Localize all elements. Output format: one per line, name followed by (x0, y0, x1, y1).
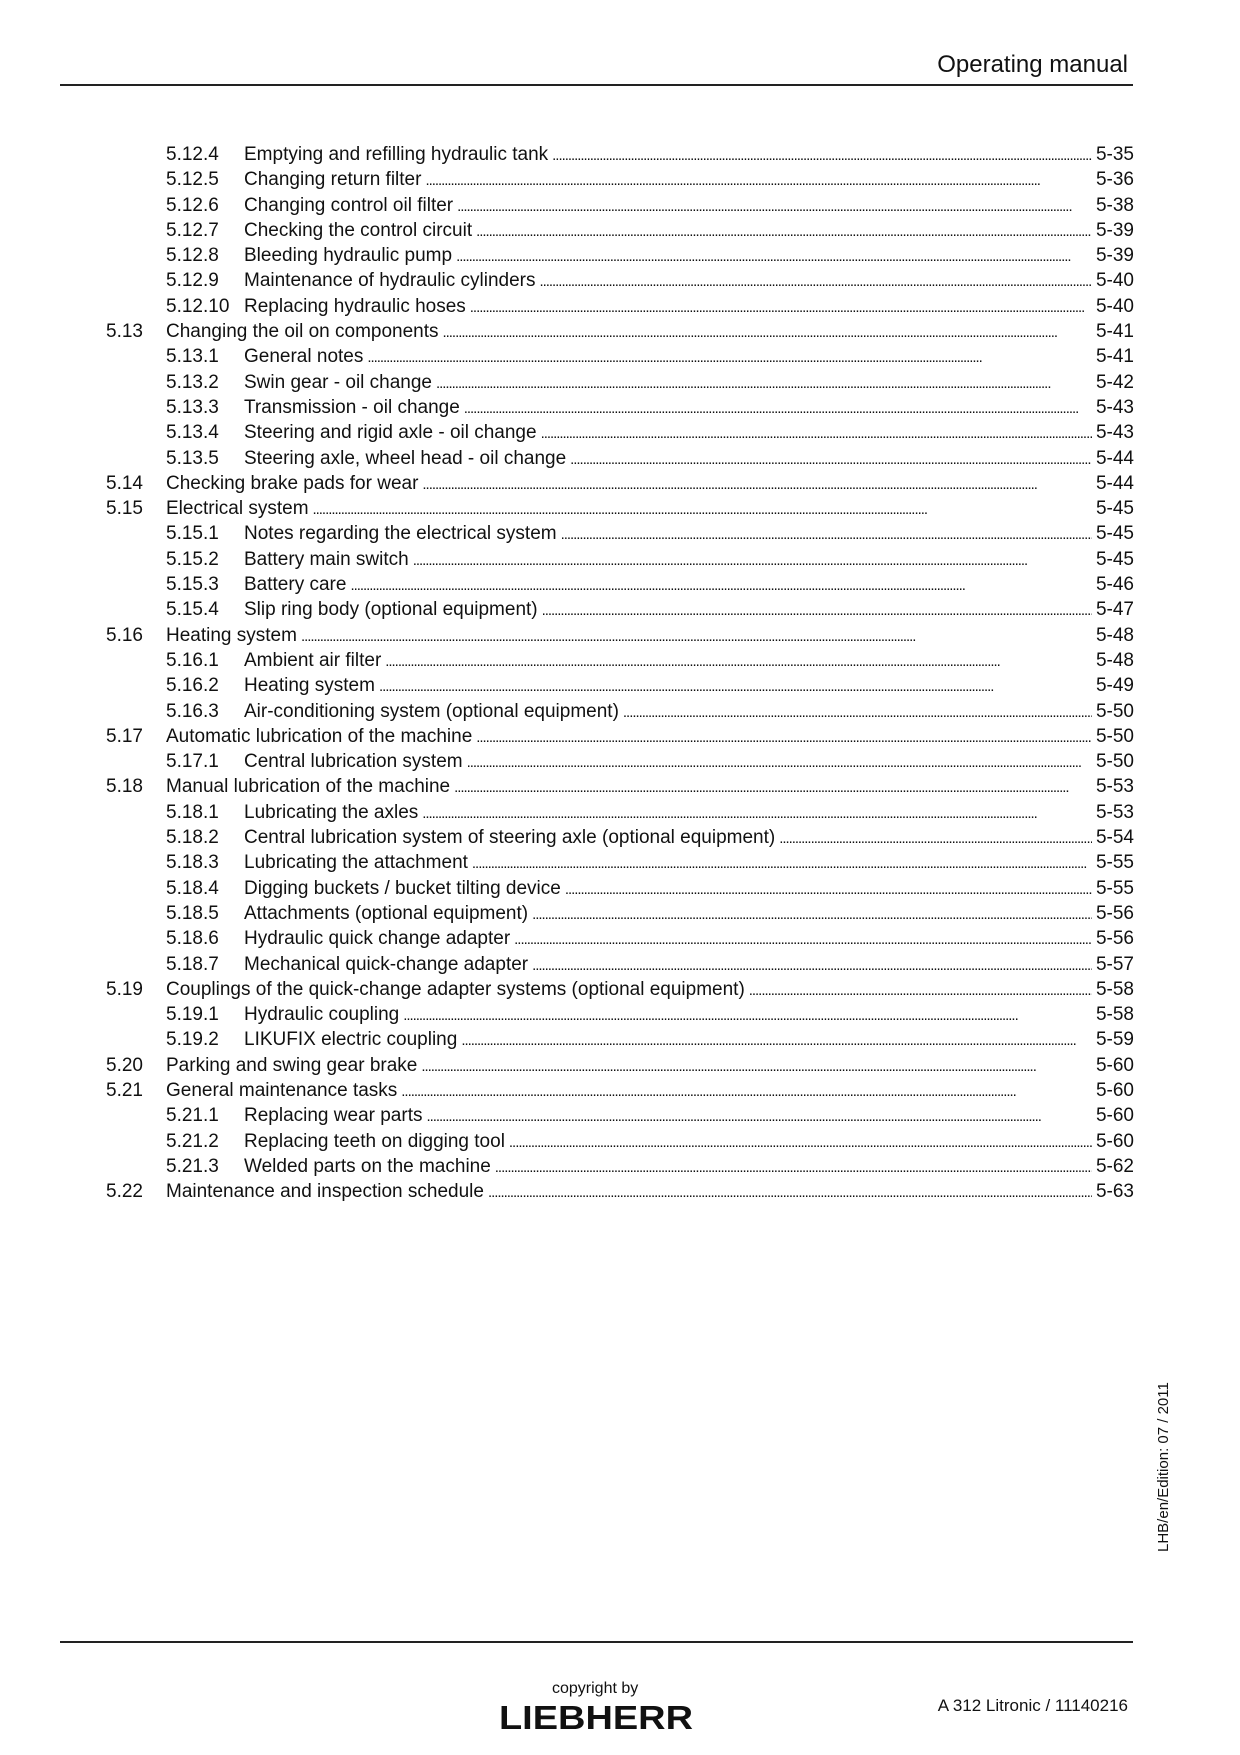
toc-entry-number: 5.21.1 (166, 1105, 219, 1127)
toc-entry[interactable] (106, 471, 1134, 496)
toc-entry-number: 5.17 (106, 725, 143, 747)
toc-entry[interactable] (106, 218, 1134, 243)
toc-dot-leader (542, 597, 1092, 623)
toc-entry-page: 5-42 (1095, 371, 1134, 393)
toc-entry-page: 5-46 (1095, 574, 1134, 596)
toc-dot-leader (532, 901, 1092, 927)
toc-entry[interactable] (106, 952, 1134, 977)
toc-entry-title: Slip ring body (optional equipment) (244, 599, 538, 621)
toc-entry-number: 5.18.1 (166, 801, 219, 823)
toc-entry[interactable] (106, 623, 1134, 648)
toc-entry[interactable] (106, 446, 1134, 471)
toc-entry-number: 5.13.4 (166, 422, 219, 444)
toc-entry-page: 5-50 (1095, 700, 1134, 722)
toc-entry-title: Maintenance of hydraulic cylinders (244, 270, 536, 292)
toc-entry[interactable] (106, 370, 1134, 395)
toc-entry-title: Digging buckets / bucket tilting device (244, 877, 561, 899)
toc-entry-page: 5-60 (1095, 1054, 1134, 1076)
toc-entry-page: 5-60 (1095, 1105, 1134, 1127)
toc-entry[interactable] (106, 1053, 1134, 1078)
toc-dot-leader (385, 648, 1092, 674)
toc-entry-page: 5-54 (1095, 827, 1134, 849)
toc-entry-title: Battery main switch (244, 548, 409, 570)
toc-entry[interactable] (106, 749, 1134, 774)
table-of-contents (106, 142, 1134, 1204)
toc-entry-page: 5-44 (1095, 447, 1134, 469)
toc-dot-leader (413, 547, 1092, 573)
toc-entry-number: 5.20 (106, 1054, 143, 1076)
toc-entry-number: 5.16.2 (166, 675, 219, 697)
toc-entry-number: 5.19 (106, 978, 143, 1000)
toc-entry-page: 5-50 (1095, 751, 1134, 773)
edition-note: LHB/en/Edition: 07 / 2011 (1155, 1382, 1172, 1552)
toc-dot-leader (779, 825, 1092, 851)
toc-entry-page: 5-53 (1095, 801, 1134, 823)
toc-entry-number: 5.19.2 (166, 1029, 219, 1051)
toc-entry-title: Lubricating the axles (244, 801, 419, 823)
toc-dot-leader (561, 521, 1092, 547)
toc-entry-title: Lubricating the attachment (244, 852, 468, 874)
toc-entry[interactable] (106, 850, 1134, 875)
toc-entry-number: 5.18.2 (166, 827, 219, 849)
toc-entry-number: 5.12.10 (166, 295, 230, 317)
toc-entry-page: 5-44 (1095, 472, 1134, 494)
toc-entry-page: 5-62 (1095, 1155, 1134, 1177)
toc-entry-title: Ambient air filter (244, 649, 382, 671)
toc-entry-title: Parking and swing gear brake (166, 1054, 418, 1076)
toc-entry[interactable] (106, 1027, 1134, 1052)
toc-dot-leader (461, 1027, 1092, 1053)
toc-entry-title: Battery care (244, 574, 347, 596)
toc-entry-page: 5-56 (1095, 902, 1134, 924)
toc-entry-page: 5-41 (1095, 321, 1134, 343)
toc-entry-number: 5.12.7 (166, 219, 219, 241)
header-rule (60, 84, 1133, 86)
toc-entry-page: 5-58 (1095, 1004, 1134, 1026)
toc-entry[interactable] (106, 1154, 1134, 1179)
toc-dot-leader (403, 1002, 1092, 1028)
toc-dot-leader (541, 420, 1092, 446)
toc-entry-number: 5.16.3 (166, 700, 219, 722)
toc-entry-number: 5.13 (106, 321, 143, 343)
toc-entry-page: 5-53 (1095, 776, 1134, 798)
toc-entry-number: 5.19.1 (166, 1004, 219, 1026)
toc-entry[interactable] (106, 724, 1134, 749)
toc-entry-title: Hydraulic quick change adapter (244, 928, 511, 950)
toc-entry-number: 5.12.6 (166, 194, 219, 216)
toc-entry-title: Steering axle, wheel head - oil change (244, 447, 567, 469)
toc-entry-page: 5-36 (1095, 169, 1134, 191)
toc-entry-page: 5-48 (1095, 649, 1134, 671)
toc-entry-page: 5-45 (1095, 498, 1134, 520)
toc-entry-number: 5.15.1 (166, 523, 219, 545)
toc-entry-number: 5.12.4 (166, 144, 219, 165)
toc-entry-number: 5.12.9 (166, 270, 219, 292)
copyright-label: copyright by (552, 1680, 639, 1697)
footer-rule (60, 1641, 1133, 1643)
toc-entry-page: 5-45 (1095, 548, 1134, 570)
toc-dot-leader (454, 774, 1092, 800)
page-title: Operating manual (937, 51, 1128, 78)
toc-entry-title: Maintenance and inspection schedule (166, 1181, 484, 1203)
toc-entry-title: Heating system (244, 675, 375, 697)
toc-entry[interactable] (106, 521, 1134, 546)
toc-entry-title: Emptying and refilling hydraulic tank (244, 144, 549, 165)
toc-dot-leader (509, 1129, 1092, 1155)
toc-entry-number: 5.13.5 (166, 447, 219, 469)
toc-entry-page: 5-55 (1095, 852, 1134, 874)
toc-entry-number: 5.15.4 (166, 599, 219, 621)
toc-entry-number: 5.16 (106, 624, 143, 646)
toc-entry-title: Mechanical quick-change adapter (244, 953, 529, 975)
toc-dot-leader (476, 724, 1092, 750)
toc-dot-leader (436, 370, 1092, 396)
toc-entry-page: 5-56 (1095, 928, 1134, 950)
toc-entry-title: Transmission - oil change (244, 396, 460, 418)
toc-entry-title: Manual lubrication of the machine (166, 776, 451, 798)
toc-entry-page: 5-57 (1095, 953, 1134, 975)
toc-entry-page: 5-48 (1095, 624, 1134, 646)
toc-dot-leader (379, 673, 1092, 699)
toc-entry[interactable] (106, 648, 1134, 673)
toc-entry[interactable] (106, 901, 1134, 926)
toc-entry-page: 5-50 (1095, 725, 1134, 747)
toc-entry[interactable] (106, 1103, 1134, 1128)
toc-entry[interactable] (106, 1179, 1134, 1204)
toc-entry-number: 5.13.2 (166, 371, 219, 393)
toc-entry-page: 5-41 (1095, 346, 1134, 368)
toc-entry-number: 5.21.2 (166, 1130, 219, 1152)
toc-dot-leader (421, 1053, 1092, 1079)
toc-dot-leader (425, 167, 1092, 193)
toc-entry[interactable] (106, 142, 1134, 167)
toc-entry-title: Electrical system (166, 498, 309, 520)
toc-dot-leader (443, 319, 1092, 345)
toc-entry-number: 5.15.3 (166, 574, 219, 596)
toc-entry[interactable] (106, 800, 1134, 825)
toc-entry[interactable] (106, 673, 1134, 698)
toc-entry[interactable] (106, 193, 1134, 218)
toc-entry-number: 5.12.5 (166, 169, 219, 191)
toc-entry-number: 5.18.4 (166, 877, 219, 899)
toc-dot-leader (313, 496, 1092, 522)
toc-dot-leader (426, 1103, 1091, 1129)
toc-entry-page: 5-59 (1095, 1029, 1134, 1051)
toc-entry-page: 5-40 (1095, 295, 1134, 317)
toc-entry-title: Replacing hydraulic hoses (244, 295, 466, 317)
toc-entry-title: Central lubrication system (244, 751, 463, 773)
toc-entry-number: 5.14 (106, 472, 143, 494)
model-number: A 312 Litronic / 11140216 (937, 1696, 1128, 1715)
toc-entry-title: Attachments (optional equipment) (244, 902, 529, 924)
toc-entry[interactable] (106, 268, 1134, 293)
toc-dot-leader (457, 193, 1092, 219)
toc-entry-title: Heating system (166, 624, 297, 646)
toc-entry[interactable] (106, 572, 1134, 597)
toc-entry-title: Replacing wear parts (244, 1105, 423, 1127)
toc-entry-title: Notes regarding the electrical system (244, 523, 557, 545)
toc-dot-leader (401, 1078, 1092, 1104)
toc-entry-title: Changing return filter (244, 169, 422, 191)
toc-entry-page: 5-49 (1095, 675, 1134, 697)
toc-entry-number: 5.21.3 (166, 1155, 219, 1177)
toc-dot-leader (749, 977, 1092, 1003)
toc-entry-title: Steering and rigid axle - oil change (244, 422, 537, 444)
toc-entry-page: 5-58 (1095, 978, 1134, 1000)
toc-entry-title: Hydraulic coupling (244, 1004, 400, 1026)
toc-dot-leader (422, 471, 1092, 497)
toc-entry-number: 5.18 (106, 776, 143, 798)
toc-dot-leader (623, 699, 1092, 725)
toc-entry-page: 5-43 (1095, 422, 1134, 444)
toc-entry[interactable] (106, 395, 1134, 420)
toc-entry[interactable] (106, 977, 1134, 1002)
toc-entry-number: 5.18.5 (166, 902, 219, 924)
toc-entry-title: Air-conditioning system (optional equipment) (244, 700, 619, 722)
toc-entry-title: Central lubrication system of steering axle (optional equipment) (244, 827, 776, 849)
toc-dot-leader (464, 395, 1092, 421)
toc-entry[interactable] (106, 496, 1134, 521)
toc-entry[interactable] (106, 420, 1134, 445)
toc-entry-page: 5-60 (1095, 1130, 1134, 1152)
toc-entry-page: 5-55 (1095, 877, 1134, 899)
toc-entry[interactable] (106, 597, 1134, 622)
toc-entry-page: 5-60 (1095, 1079, 1134, 1101)
liebherr-logo (497, 1700, 695, 1734)
toc-entry[interactable] (106, 344, 1134, 369)
toc-entry-title: LIKUFIX electric coupling (244, 1029, 458, 1051)
toc-entry-title: Checking the control circuit (244, 219, 473, 241)
toc-entry-title: Couplings of the quick-change adapter systems (optional equipment) (166, 978, 745, 1000)
toc-dot-leader (467, 749, 1092, 775)
logo-wordmark: LIEBHERR (499, 1700, 694, 1734)
toc-entry[interactable] (106, 774, 1134, 799)
toc-entry-title: Replacing teeth on digging tool (244, 1130, 505, 1152)
toc-entry[interactable] (106, 1129, 1134, 1154)
toc-entry-page: 5-47 (1095, 599, 1134, 621)
toc-entry-title: Welded parts on the machine (244, 1155, 491, 1177)
toc-entry-page: 5-35 (1095, 144, 1134, 165)
toc-entry-number: 5.15 (106, 498, 143, 520)
toc-entry[interactable] (106, 243, 1134, 268)
toc-dot-leader (367, 344, 1092, 370)
toc-entry-title: Checking brake pads for wear (166, 472, 419, 494)
toc-entry-page: 5-38 (1095, 194, 1134, 216)
toc-entry-title: Automatic lubrication of the machine (166, 725, 473, 747)
toc-entry-title: Swin gear - oil change (244, 371, 432, 393)
toc-entry-number: 5.16.1 (166, 649, 219, 671)
toc-dot-leader (495, 1154, 1092, 1180)
toc-dot-leader (472, 850, 1092, 876)
toc-entry-title: Changing control oil filter (244, 194, 454, 216)
toc-entry-number: 5.22 (106, 1181, 143, 1203)
toc-dot-leader (532, 952, 1092, 978)
toc-entry[interactable] (106, 926, 1134, 951)
toc-entry[interactable] (106, 876, 1134, 901)
toc-entry-page: 5-39 (1095, 219, 1134, 241)
toc-dot-leader (456, 243, 1092, 269)
toc-dot-leader (488, 1179, 1092, 1205)
toc-entry-title: General notes (244, 346, 364, 368)
toc-entry-number: 5.18.7 (166, 953, 219, 975)
toc-entry[interactable] (106, 1002, 1134, 1027)
toc-dot-leader (422, 800, 1092, 826)
toc-dot-leader (350, 572, 1092, 598)
toc-dot-leader (570, 446, 1092, 472)
toc-dot-leader (470, 294, 1092, 320)
toc-entry-number: 5.18.6 (166, 928, 219, 950)
toc-dot-leader (476, 218, 1092, 244)
toc-entry-page: 5-39 (1095, 245, 1134, 267)
toc-entry-page: 5-43 (1095, 396, 1134, 418)
toc-entry-page: 5-40 (1095, 270, 1134, 292)
toc-entry-number: 5.17.1 (166, 751, 219, 773)
toc-entry[interactable] (106, 319, 1134, 344)
toc-entry-title: General maintenance tasks (166, 1079, 398, 1101)
toc-entry[interactable] (106, 167, 1134, 192)
toc-entry[interactable] (106, 294, 1134, 319)
toc-entry-number: 5.13.1 (166, 346, 219, 368)
toc-entry-page: 5-45 (1095, 523, 1134, 545)
toc-dot-leader (565, 876, 1092, 902)
toc-entry[interactable] (106, 825, 1134, 850)
toc-dot-leader (514, 926, 1092, 952)
toc-entry-title: Bleeding hydraulic pump (244, 245, 453, 267)
toc-entry[interactable] (106, 547, 1134, 572)
toc-dot-leader (301, 623, 1092, 649)
toc-entry[interactable] (106, 699, 1134, 724)
toc-dot-leader (552, 142, 1092, 168)
toc-entry-number: 5.18.3 (166, 852, 219, 874)
toc-entry-title: Changing the oil on components (166, 321, 439, 343)
toc-entry-number: 5.15.2 (166, 548, 219, 570)
toc-entry-number: 5.21 (106, 1079, 143, 1101)
toc-entry[interactable] (106, 1078, 1134, 1103)
toc-dot-leader (540, 268, 1092, 294)
toc-entry-number: 5.13.3 (166, 396, 219, 418)
toc-entry-page: 5-63 (1095, 1181, 1134, 1203)
toc-entry-number: 5.12.8 (166, 245, 219, 267)
